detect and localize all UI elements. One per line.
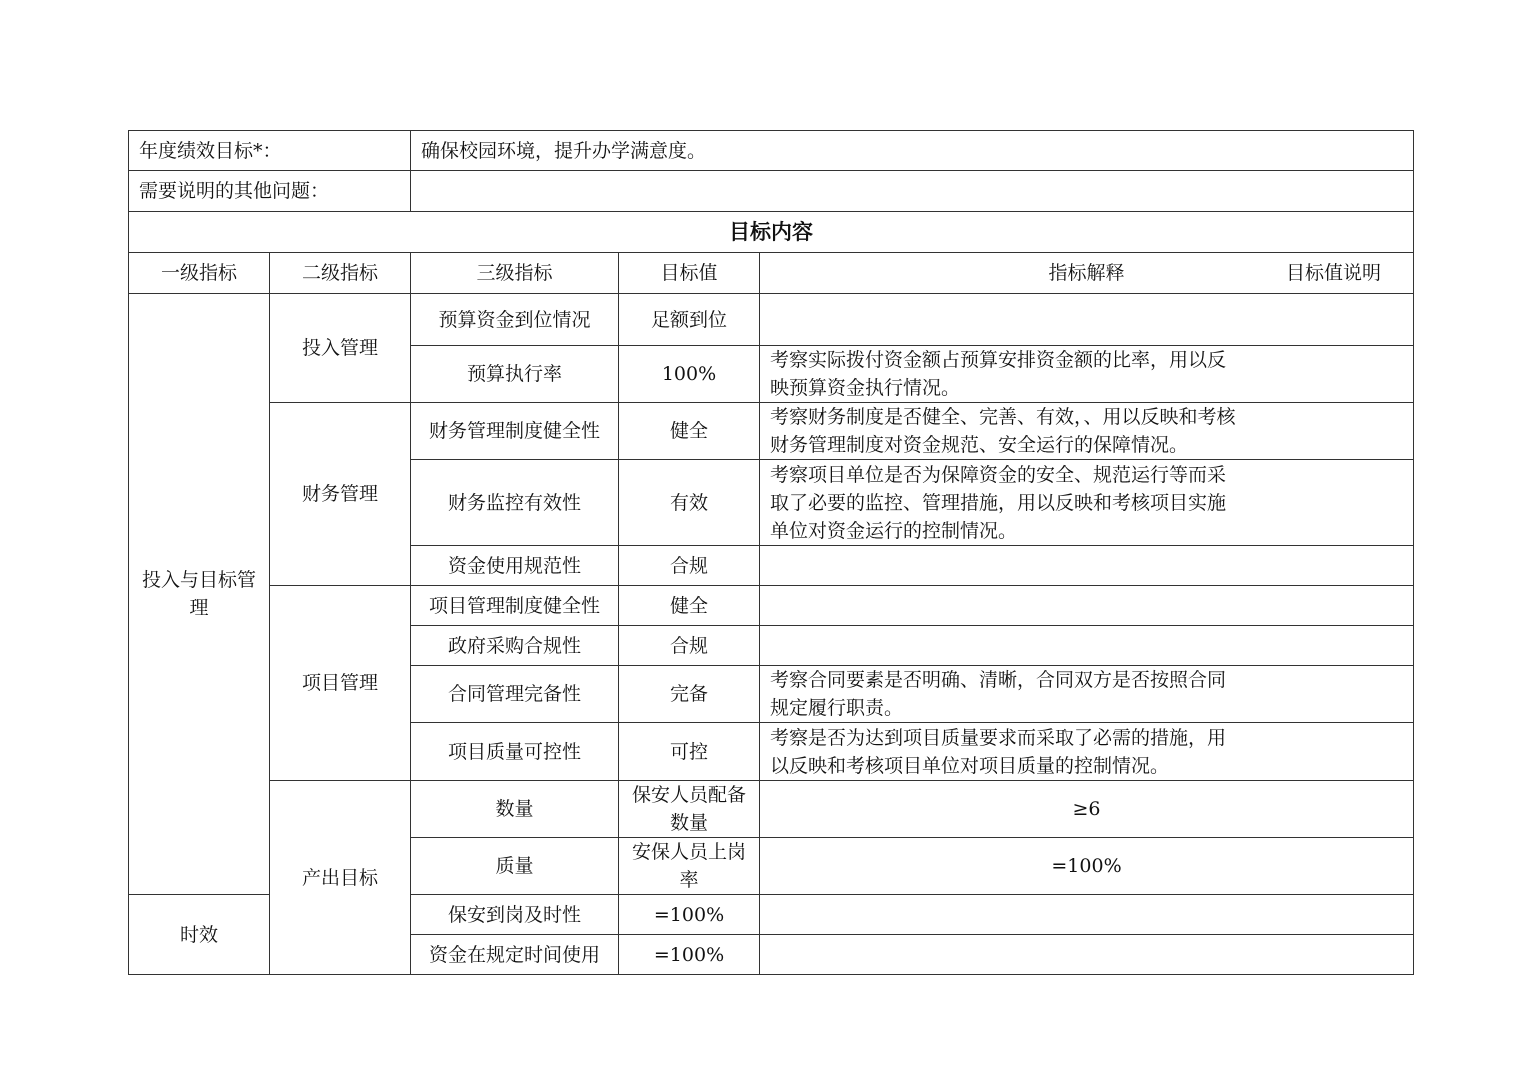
target-cell: 足额到位 (619, 294, 760, 346)
explain-cell (760, 935, 1414, 975)
table-row (129, 294, 1414, 346)
level1-cell: 投入与目标管理 (129, 294, 270, 895)
level3-cell: 保安人员配备数量 (619, 781, 760, 838)
explain-cell: 考察财务制度是否健全、完善、有效，、用以反映和考核财务管理制度对资金规范、安全运行的保障情况。 (760, 403, 1414, 460)
goal-row (129, 131, 1414, 171)
other-issues-row (129, 171, 1414, 212)
explain-cell: 考察实际拨付资金额占预算安排资金额的比率，用以反映预算资金执行情况。 (760, 346, 1414, 403)
other-issues-label: 需要说明的其他问题： (129, 171, 411, 212)
level3-cell: 财务监控有效性 (411, 460, 619, 546)
header-row (129, 253, 1414, 294)
header-explain-cell (760, 253, 1414, 294)
header-target-note: 目标值说明 (1286, 262, 1382, 284)
level3-cell: 资金使用规范性 (411, 546, 619, 586)
level1-cell: 产出目标 (270, 781, 411, 975)
level2-cell: 投入管理 (270, 294, 411, 403)
level2-cell: 数量 (411, 781, 619, 838)
level2-cell: 质量 (411, 838, 619, 895)
target-cell: 有效 (619, 460, 760, 546)
explain-cell (760, 586, 1414, 626)
level3-cell: 资金在规定时间使用 (411, 935, 619, 975)
level3-cell: 保安到岗及时性 (411, 895, 619, 935)
target-cell: =100% (619, 935, 760, 975)
table-row (129, 586, 1414, 626)
explain-cell (760, 546, 1414, 586)
level2-cell: 项目管理 (270, 586, 411, 781)
target-cell: 完备 (619, 666, 760, 723)
performance-table (128, 130, 1414, 975)
level3-cell: 安保人员上岗率 (619, 838, 760, 895)
header-target: 目标值 (619, 253, 760, 294)
level3-cell: 政府采购合规性 (411, 626, 619, 666)
level2-cell: 财务管理 (270, 403, 411, 586)
header-level3: 三级指标 (411, 253, 619, 294)
target-cell: 合规 (619, 626, 760, 666)
explain-cell (760, 895, 1414, 935)
level3-cell: 财务管理制度健全性 (411, 403, 619, 460)
header-level1: 一级指标 (129, 253, 270, 294)
target-cell: 健全 (619, 586, 760, 626)
goal-label: 年度绩效目标*： (129, 131, 411, 171)
explain-cell: 考察是否为达到项目质量要求而采取了必需的措施，用以反映和考核项目单位对项目质量的控制情况。 (760, 723, 1414, 781)
level2-cell: 时效 (129, 895, 270, 975)
target-cell: ≥6 (760, 781, 1414, 838)
section-title-row (129, 212, 1414, 253)
other-issues-value (411, 171, 1414, 212)
target-cell: 合规 (619, 546, 760, 586)
level3-cell: 项目管理制度健全性 (411, 586, 619, 626)
explain-cell (760, 294, 1414, 346)
level3-cell: 项目质量可控性 (411, 723, 619, 781)
target-cell: 100% (619, 346, 760, 403)
target-cell: =100% (760, 838, 1414, 895)
target-cell: =100% (619, 895, 760, 935)
level3-cell: 预算资金到位情况 (411, 294, 619, 346)
table-row (129, 781, 1414, 838)
explain-cell: 考察合同要素是否明确、清晰，合同双方是否按照合同规定履行职责。 (760, 666, 1414, 723)
explain-cell: 考察项目单位是否为保障资金的安全、规范运行等而采取了必要的监控、管理措施，用以反映和考核项目实施单位对资金运行的控制情况。 (760, 460, 1414, 546)
level3-cell: 合同管理完备性 (411, 666, 619, 723)
target-cell: 健全 (619, 403, 760, 460)
level3-cell: 预算执行率 (411, 346, 619, 403)
header-level2: 二级指标 (270, 253, 411, 294)
header-explain: 指标解释 (1048, 262, 1125, 284)
target-cell: 可控 (619, 723, 760, 781)
explain-cell (760, 626, 1414, 666)
table-row (129, 403, 1414, 460)
goal-value: 确保校园环境，提升办学满意度。 (411, 131, 1414, 171)
section-title: 目标内容 (129, 212, 1414, 253)
